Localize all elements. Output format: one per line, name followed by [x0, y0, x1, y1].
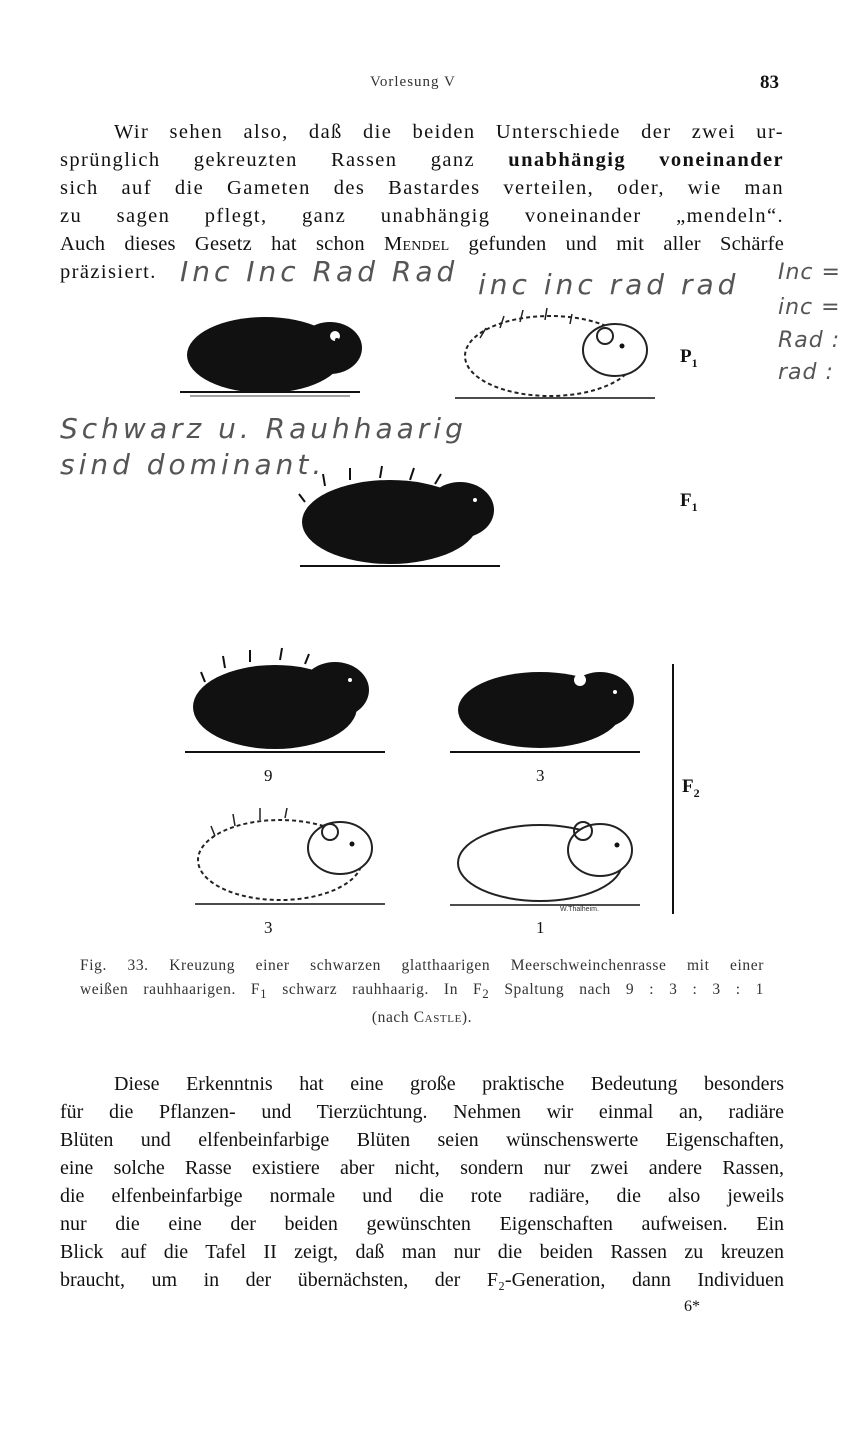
guinea-pig-black-smooth-p1 [170, 300, 370, 400]
label-letter: F [682, 776, 694, 797]
caption-line [80, 978, 764, 1006]
text-span: gefunden und mit aller Schärfe [449, 233, 784, 255]
text-line: eine solche Rasse existiere aber nicht, sondern nur zwei andere Rassen, [60, 1157, 784, 1179]
label-subscript: 1 [691, 499, 698, 514]
caption-span: schwarz rauhhaarig. In F [267, 981, 483, 998]
author-name: Mendel [384, 233, 450, 255]
text-line: die elfenbeinfarbige normale und die rote radiäre, die also jeweils [60, 1185, 784, 1207]
handwritten-margin-1: Inc = [778, 260, 841, 285]
text-line: Blick auf die Tafel II zeigt, daß man nur die beiden Rassen zu kreuzen [60, 1241, 784, 1263]
illustrator-signature: W.Thalheim. [560, 906, 599, 913]
text-line: nur die eine der beiden gewünschten Eigenschaften aufweisen. Ein [60, 1213, 784, 1235]
caption-span: ). [461, 1009, 473, 1027]
count-label: 1 [536, 918, 545, 937]
text-line: zu sagen pflegt, ganz unabhängig voneinander „mendeln“. [60, 205, 784, 227]
handwritten-genotype-right: inc inc rad rad [478, 268, 740, 301]
text-line: präzisiert. [60, 261, 157, 283]
caption-author: Castle [413, 1009, 462, 1027]
caption-span: weißen rauhhaarigen. F [80, 981, 261, 998]
caption-subscript: 2 [482, 986, 490, 1002]
handwritten-margin-4: rad : [778, 360, 834, 385]
text-line: sich auf die Gameten des Bastardes verteilen, oder, wie man [60, 177, 784, 199]
guinea-pig-black-rough-f2 [185, 642, 385, 757]
label-p1 [680, 346, 698, 371]
text-line: braucht, um in der übernächsten, der F₂-Generation, dann Individuen [60, 1269, 784, 1291]
caption-line: Fig. 33. Kreuzung einer schwarzen glatthaarigen Meerschweinchenrasse mit einer [80, 957, 764, 974]
count-label: 3 [536, 766, 545, 785]
text-span: sprünglich gekreuzten Rassen ganz [60, 149, 509, 171]
label-f2 [682, 776, 700, 801]
guinea-pig-white-smooth-f2 [445, 805, 645, 910]
guinea-pig-white-rough-p1 [450, 298, 660, 403]
text-line: für die Pflanzen- und Tierzüchtung. Nehmen wir einmal an, radiäre [60, 1101, 784, 1123]
f2-bracket [672, 664, 678, 914]
page-number: 83 [760, 72, 779, 93]
count-label: 3 [264, 918, 273, 937]
text-span: Auch dieses Gesetz hat schon [60, 233, 385, 255]
label-subscript: 2 [693, 785, 700, 800]
label-letter: P [680, 346, 692, 367]
signature-mark: 6* [684, 1298, 700, 1315]
caption-line [80, 1006, 764, 1030]
caption-subscript: 1 [260, 986, 268, 1002]
bold-phrase: unabhängig voneinander [508, 149, 784, 171]
handwritten-note-line-2: sind dominant. [60, 448, 326, 481]
guinea-pig-black-smooth-f2 [445, 652, 645, 757]
figure-caption [80, 954, 764, 1030]
label-letter: F [680, 490, 692, 511]
running-head: Vorlesung V [370, 74, 456, 90]
guinea-pig-black-rough-f1 [290, 462, 510, 572]
caption-span: Spaltung nach 9 : 3 : 3 : 1 [489, 981, 765, 998]
count-label: 9 [264, 766, 273, 785]
handwritten-note-line-1: Schwarz u. Rauhhaarig [60, 412, 467, 445]
text-line: Wir sehen also, daß die beiden Unterschiede der zwei ur- [114, 121, 784, 143]
label-subscript: 1 [691, 355, 698, 370]
label-f1 [680, 490, 698, 515]
caption-span: (nach [371, 1009, 414, 1027]
handwritten-margin-3: Rad : [778, 328, 841, 353]
text-line: Blüten und elfenbeinfarbige Blüten seien wünschenswerte Eigenschaften, [60, 1129, 784, 1151]
paragraph-2 [60, 1070, 784, 1294]
guinea-pig-white-rough-f2 [190, 800, 390, 910]
handwritten-genotype-left: Inc Inc Rad Rad [180, 255, 459, 288]
handwritten-margin-2: inc = [778, 295, 841, 320]
text-line: Diese Erkenntnis hat eine große praktische Bedeutung besonders [114, 1073, 784, 1095]
